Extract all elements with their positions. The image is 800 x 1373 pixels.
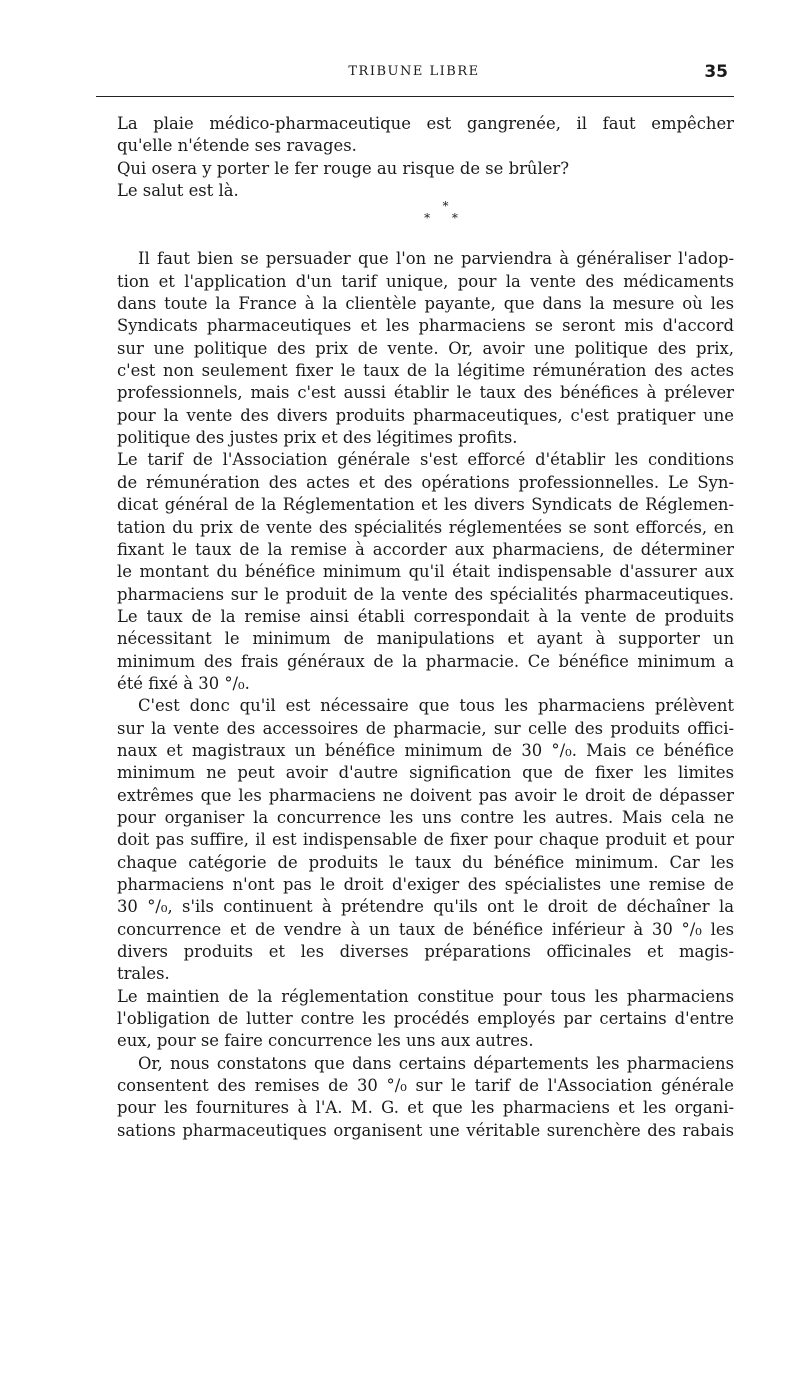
running-title: TRIBUNE LIBRE xyxy=(348,64,480,79)
text-line: consentent des remises de 30 °/₀ sur le tarif de l'Association générale xyxy=(117,1076,734,1096)
text-line: Qui osera y porter le fer rouge au risque de se brûler? xyxy=(117,158,570,178)
text-line: Le tarif de l'Association générale s'est efforcé d'établir les conditions xyxy=(117,450,734,470)
text-line: sur une politique des prix de vente. Or, avoir une politique des prix, xyxy=(117,338,734,358)
body-text xyxy=(117,113,734,1142)
running-header xyxy=(96,62,732,88)
paragraph-2 xyxy=(117,449,734,695)
text-line: trales. xyxy=(117,964,170,984)
text-line: c'est non seulement fixer le taux de la légitime rémunération des actes xyxy=(117,361,734,381)
text-line: Le taux de la remise ainsi établi correspondait à la vente de produits xyxy=(117,606,734,626)
text-line: doit pas suffire, il est indispensable de fixer pour chaque produit et pour xyxy=(117,830,734,850)
paragraph-1 xyxy=(117,248,734,449)
text-line: eux, pour se faire concurrence les uns aux autres. xyxy=(117,1031,534,1051)
text-line: dans toute la France à la clientèle payante, que dans la mesure où les xyxy=(117,294,734,314)
text-line: professionnels, mais c'est aussi établir le taux des bénéfices à prélever xyxy=(117,383,734,403)
text-line: Le maintien de la réglementation constitue pour tous les pharmaciens xyxy=(117,986,734,1006)
text-line: qu'elle n'étende ses ravages. xyxy=(117,136,357,156)
asterisk-top: * xyxy=(442,199,449,214)
text-line: concurrence et de vendre à un taux de bénéfice inférieur à 30 °/₀ les xyxy=(117,919,734,939)
text-line: La plaie médico-pharmaceutique est gangrenée, il faut empêcher xyxy=(117,114,734,133)
text-line: été fixé à 30 °/₀. xyxy=(117,673,250,693)
text-line: le montant du bénéfice minimum qu'il était indispensable d'assurer aux xyxy=(117,562,734,582)
text-line: sations pharmaceutiques organisent une véritable surenchère des rabais xyxy=(117,1120,734,1140)
text-line: sur la vente des accessoires de pharmacie, sur celle des produits offici- xyxy=(117,718,734,738)
text-line: dicat général de la Réglementation et les divers Syndicats de Réglemen- xyxy=(117,495,734,515)
text-line: Le salut est là. xyxy=(117,181,239,201)
paragraph-4 xyxy=(117,986,734,1053)
text-line: tation du prix de vente des spécialités réglementées se sont efforcés, en xyxy=(117,517,734,537)
paragraph-5 xyxy=(117,1053,734,1142)
text-line: nécessitant le minimum de manipulations et ayant à supporter un xyxy=(117,629,734,649)
separator-gap xyxy=(117,234,734,248)
asterisk-bottom: * * xyxy=(424,211,467,226)
text-line: minimum ne peut avoir d'autre signification que de fixer les limites xyxy=(117,763,734,783)
page-number: 35 xyxy=(704,62,728,82)
text-line: extrêmes que les pharmaciens ne doivent pas avoir le droit de dépasser xyxy=(117,785,734,805)
intro-passage xyxy=(117,113,734,202)
text-line: chaque catégorie de produits le taux du bénéfice minimum. Car les xyxy=(117,852,734,872)
text-line: l'obligation de lutter contre les procédés employés par certains d'entre xyxy=(117,1009,734,1029)
text-line: minimum des frais généraux de la pharmacie. Ce bénéfice minimum a xyxy=(117,651,734,671)
text-line: tion et l'application d'un tarif unique, pour la vente des médicaments xyxy=(117,271,734,291)
section-separator xyxy=(117,200,734,234)
text-line: 30 °/₀, s'ils continuent à prétendre qu'ils ont le droit de déchaîner la xyxy=(117,897,734,917)
text-line: pour les fournitures à l'A. M. G. et que les pharmaciens et les organi- xyxy=(117,1098,734,1118)
header-rule xyxy=(96,96,734,97)
text-line: naux et magistraux un bénéfice minimum de 30 °/₀. Mais ce bénéfice xyxy=(117,740,734,760)
text-line: de rémunération des actes et des opérations professionnelles. Le Syn- xyxy=(117,472,734,492)
text-line: Il faut bien se persuader que l'on ne parviendra à généraliser l'adop- xyxy=(138,249,734,269)
text-line: politique des justes prix et des légitimes profits. xyxy=(117,428,518,448)
text-line: Or, nous constatons que dans certains départements les pharmaciens xyxy=(138,1053,734,1073)
text-line: divers produits et les diverses préparations officinales et magis- xyxy=(117,942,734,962)
text-line: pharmaciens n'ont pas le droit d'exiger des spécialistes une remise de xyxy=(117,875,734,894)
text-line: pour la vente des divers produits pharmaceutiques, c'est pratiquer une xyxy=(117,405,734,425)
text-line: pharmaciens sur le produit de la vente des spécialités pharmaceutiques. xyxy=(117,584,734,604)
text-line: pour organiser la concurrence les uns contre les autres. Mais cela ne xyxy=(117,807,734,827)
text-line: C'est donc qu'il est nécessaire que tous les pharmaciens prélèvent xyxy=(138,696,734,716)
paragraph-3 xyxy=(117,695,734,985)
text-line: Syndicats pharmaceutiques et les pharmaciens se seront mis d'accord xyxy=(117,316,734,336)
text-line: fixant le taux de la remise à accorder aux pharmaciens, de déterminer xyxy=(117,539,734,559)
